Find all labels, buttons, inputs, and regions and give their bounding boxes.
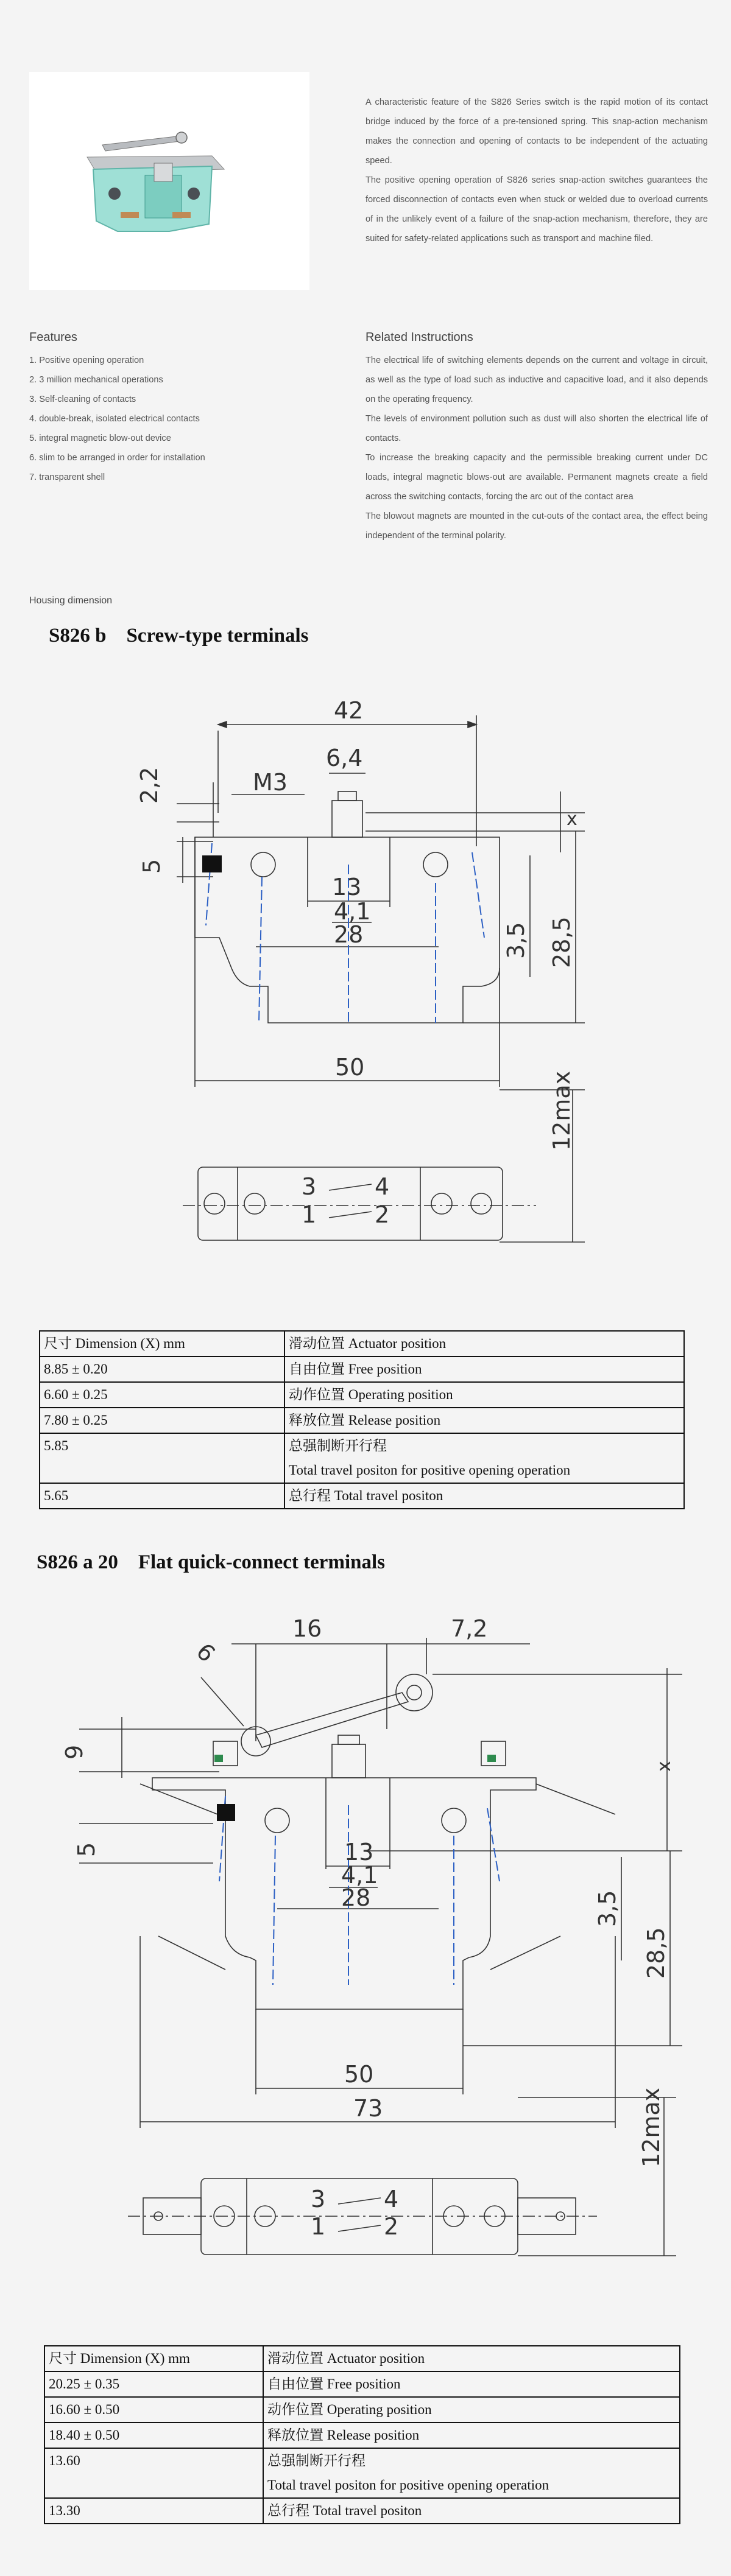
- table-cell: Total travel positon for positive opening operation: [263, 2473, 680, 2498]
- table-header-cell: 尺寸 Dimension (X) mm: [40, 1331, 284, 1356]
- table-header-row: [44, 2346, 680, 2371]
- dim-28-5: 28,5: [548, 916, 575, 968]
- dim-13: 13: [344, 1839, 374, 1865]
- related-paragraph: The blowout magnets are mounted in the cut-outs of the contact area, the effect being independent of the terminal polarity.: [366, 511, 708, 541]
- feature-item: 2. 3 million mechanical operations: [29, 375, 163, 385]
- related-paragraph: To increase the breaking capacity and the permissible breaking current under DC loads, integral magnetic blows-out are available. Permanent magnets create a field across the switching contacts, forcing the arc out of the contact area: [366, 453, 708, 502]
- table-cell: 自由位置 Free position: [263, 2371, 680, 2397]
- dim-28: 28: [334, 921, 364, 948]
- dim-28: 28: [341, 1884, 371, 1911]
- table-cell: 6.60 ± 0.25: [40, 1382, 284, 1408]
- table-cell: 总强制断开行程: [263, 2448, 680, 2473]
- dim-3-5: 3,5: [594, 1890, 621, 1927]
- dim-7-2: 7,2: [451, 1615, 488, 1642]
- table-cell: 自由位置 Free position: [284, 1356, 684, 1382]
- feature-item: 7. transparent shell: [29, 472, 105, 482]
- intro-paragraph-1: A characteristic feature of the S826 Series switch is the rapid motion of its contact bridge induced by the force of a pre-tensioned spring. This snap-action mechanism makes the connection and opening of contacts to be independent of the actuating speed.: [366, 97, 708, 166]
- table-cell: 5.85: [40, 1433, 284, 1483]
- table-row: [40, 1483, 684, 1509]
- features-section: [29, 331, 322, 487]
- table-cell: 总行程 Total travel positon: [263, 2498, 680, 2524]
- dim-42: 42: [334, 697, 364, 724]
- table-row: [44, 2397, 680, 2423]
- dim-16: 16: [292, 1615, 322, 1642]
- dim-x: x: [654, 1761, 675, 1772]
- terminal-3: 3: [302, 1173, 317, 1200]
- table1-dimensions: [39, 1330, 685, 1509]
- features-heading: Features: [29, 331, 77, 344]
- dim-50: 50: [344, 2061, 374, 2088]
- dim-5: 5: [73, 1842, 100, 1857]
- features-list: [29, 351, 322, 487]
- table-row: [44, 2423, 680, 2448]
- table-row: [40, 1356, 684, 1382]
- dim-50: 50: [335, 1054, 365, 1081]
- terminal-4: 4: [375, 1173, 390, 1200]
- table-cell: 释放位置 Release position: [284, 1408, 684, 1433]
- related-section: [366, 331, 708, 546]
- table-cell: 20.25 ± 0.35: [44, 2371, 263, 2397]
- feature-item: 4. double-break, isolated electrical contacts: [29, 414, 200, 424]
- dim-13: 13: [332, 874, 362, 900]
- drawing1-title: S826 b Screw-type terminals: [49, 625, 309, 647]
- drawing2-title: S826 a 20 Flat quick-connect terminals: [37, 1551, 385, 1573]
- table-row: [44, 2371, 680, 2397]
- table-cell: 5.65: [40, 1483, 284, 1509]
- feature-item: 6. slim to be arranged in order for installation: [29, 453, 205, 463]
- dim-6: 6: [191, 1638, 221, 1668]
- dim-5: 5: [138, 858, 165, 874]
- table-cell: 释放位置 Release position: [263, 2423, 680, 2448]
- intro-paragraph-2: The positive opening operation of S826 series snap-action switches guarantees the forced disconnection of contacts even when stuck or welded due to overload currents of in the unlikely event of a failure of the snap-action mechanism, therefore, they are suited for safety-related applications such as transport and machine filed.: [366, 175, 708, 244]
- table-row: [44, 2498, 680, 2524]
- related-paragraph: The levels of environment pollution such as dust will also shorten the electrical life of contacts.: [366, 414, 708, 443]
- table-cell: Total travel positon for positive opening operation: [284, 1458, 684, 1483]
- dim-4-1: 4,1: [334, 898, 371, 925]
- table-header-cell: 尺寸 Dimension (X) mm: [44, 2346, 263, 2371]
- table-cell: 总强制断开行程: [284, 1433, 684, 1458]
- terminal-1: 1: [311, 2213, 326, 2240]
- table-cell: 13.30: [44, 2498, 263, 2524]
- feature-item: 5. integral magnetic blow-out device: [29, 433, 171, 443]
- drawing1-technical-drawing: [0, 682, 731, 1254]
- terminal-1: 1: [302, 1201, 317, 1228]
- terminal-4: 4: [384, 2186, 399, 2213]
- feature-item: 3. Self-cleaning of contacts: [29, 395, 136, 404]
- table-cell: 7.80 ± 0.25: [40, 1408, 284, 1433]
- drawing2-technical-drawing: [0, 1595, 731, 2259]
- terminal-2: 2: [375, 1201, 390, 1228]
- table-cell: 动作位置 Operating position: [263, 2397, 680, 2423]
- dim-9: 9: [61, 1744, 88, 1760]
- dim-28-5: 28,5: [643, 1927, 669, 1979]
- feature-item: 1. Positive opening operation: [29, 356, 144, 365]
- terminal-3: 3: [311, 2186, 326, 2213]
- dim-12max: 12max: [548, 1070, 575, 1151]
- table-row: [44, 2448, 680, 2473]
- table-cell: 13.60: [44, 2448, 263, 2498]
- table-cell: 8.85 ± 0.20: [40, 1356, 284, 1382]
- dim-12max: 12max: [638, 2087, 665, 2167]
- dim-6-4: 6,4: [326, 745, 363, 771]
- table-row: [40, 1408, 684, 1433]
- intro-text: [366, 93, 708, 248]
- table-cell: 总行程 Total travel positon: [284, 1483, 684, 1509]
- table2-dimensions: [44, 2345, 680, 2524]
- dim-x: x: [567, 809, 577, 830]
- table-row: [40, 1433, 684, 1458]
- dim-2-2: 2,2: [136, 767, 163, 804]
- dim-4-1: 4,1: [341, 1862, 378, 1889]
- switch-product-image: [29, 72, 309, 290]
- dim-73: 73: [353, 2095, 383, 2122]
- dim-m3: M3: [253, 769, 288, 796]
- table-header-cell: 滑动位置 Actuator position: [263, 2346, 680, 2371]
- product-photo: [29, 72, 309, 290]
- related-heading: Related Instructions: [366, 331, 473, 344]
- table-cell: 16.60 ± 0.50: [44, 2397, 263, 2423]
- table-header-row: [40, 1331, 684, 1356]
- dim-3-5: 3,5: [503, 922, 529, 959]
- related-paragraph: The electrical life of switching elements depends on the current and voltage in circuit, as well as the type of load such as inductive and capacitive load, and it also depends on the operating frequency.: [366, 356, 708, 404]
- housing-dimension-label: Housing dimension: [29, 595, 113, 606]
- table-row: [40, 1382, 684, 1408]
- table-cell: 18.40 ± 0.50: [44, 2423, 263, 2448]
- table-cell: 动作位置 Operating position: [284, 1382, 684, 1408]
- table-header-cell: 滑动位置 Actuator position: [284, 1331, 684, 1356]
- terminal-2: 2: [384, 2213, 399, 2240]
